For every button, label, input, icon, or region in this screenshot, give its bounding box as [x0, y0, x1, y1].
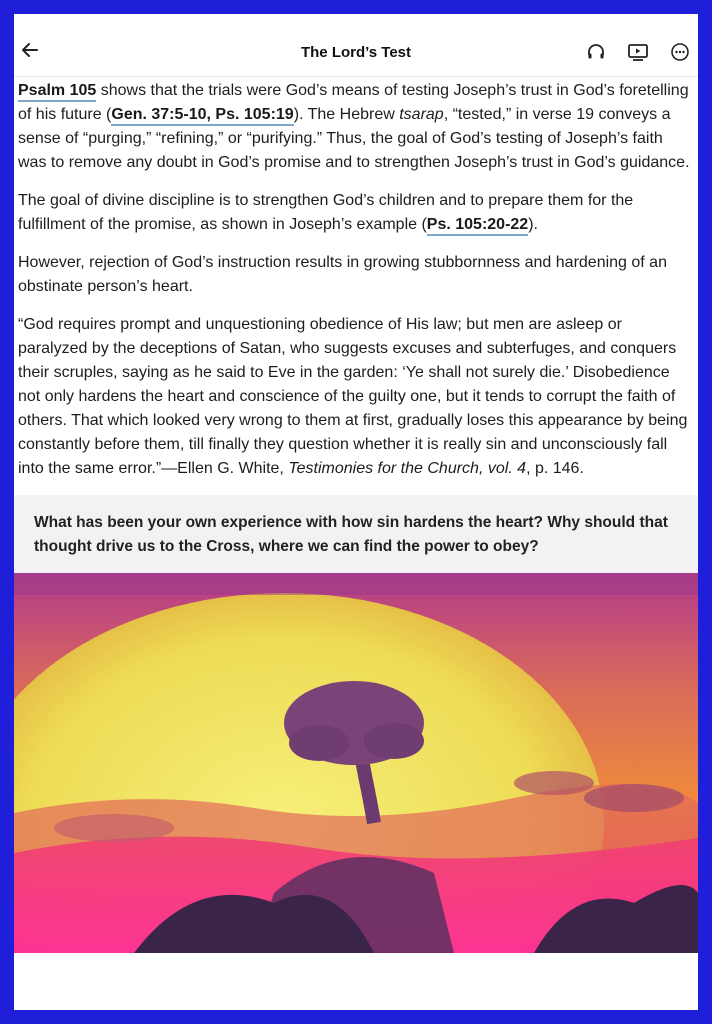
play-video-icon[interactable] — [626, 40, 650, 64]
discussion-question: What has been your own experience with how sin hardens the heart? Why should that thought drive us to the Cross, where we can find the power to obey? — [14, 495, 698, 573]
app-frame — [14, 14, 698, 1010]
nav-icons — [584, 40, 692, 64]
link-gen-37-ps-105-19[interactable]: Gen. 37:5-10, Ps. 105:19 — [111, 106, 293, 126]
paragraph-1: Psalm 105 shows that the trials were God’s means of testing Joseph’s trust in God’s foretelling of his future (Gen. 37:5-10, Ps. 105:19). The Hebrew tsarap, “tested,” in verse 19 conveys a sense of “purging,” “refining,” or “purifying.” Thus, the goal of God’s testing of Joseph’s faith was to remove any doubt in God’s promise and to strengthen Joseph’s trust in God’s guidance. — [18, 82, 690, 171]
sunset-illustration — [14, 573, 698, 947]
more-options-icon[interactable] — [668, 40, 692, 64]
link-psalm-105[interactable]: Psalm 105 — [18, 82, 96, 102]
tree-sunset-image — [14, 573, 698, 953]
hebrew-word: tsarap — [399, 106, 444, 123]
book-title: Testimonies for the Church, vol. 4 — [288, 460, 527, 477]
page-title: The Lord’s Test — [300, 43, 411, 61]
headphones-icon[interactable] — [584, 40, 608, 64]
status-bar — [14, 14, 698, 28]
nav-bar — [14, 28, 698, 77]
article-body — [14, 77, 698, 481]
link-ps-105-20-22[interactable]: Ps. 105:20-22 — [427, 216, 528, 236]
paragraph-2: The goal of divine discipline is to strengthen God’s children and to prepare them for the fulfillment of the promise, as shown in Joseph’s example (Ps. 105:20-22). — [18, 189, 694, 237]
paragraph-3: However, rejection of God’s instruction results in growing stubbornness and hardening of an obstinate person’s heart. — [18, 254, 667, 295]
paragraph-4: “God requires prompt and unquestioning obedience of His law; but men are asleep or paralyzed by the deceptions of Satan, who suggests excuses and subterfuges, and conquers their scruples, saying as he said to Eve in the garden: ‘Ye shall not surely die.’ Disobedience not only hardens the heart and conscience of the guilty one, but it tends to corrupt the faith of others. That which looked very wrong to them at first, gradually loses this appearance by being constantly before them, till finally they question whether it is really sin and unconsciously fall into the same error.”—Ellen G. White, Testimonies for the Church, vol. 4, p. 146. — [18, 316, 688, 477]
arrow-left-icon[interactable] — [18, 40, 42, 64]
